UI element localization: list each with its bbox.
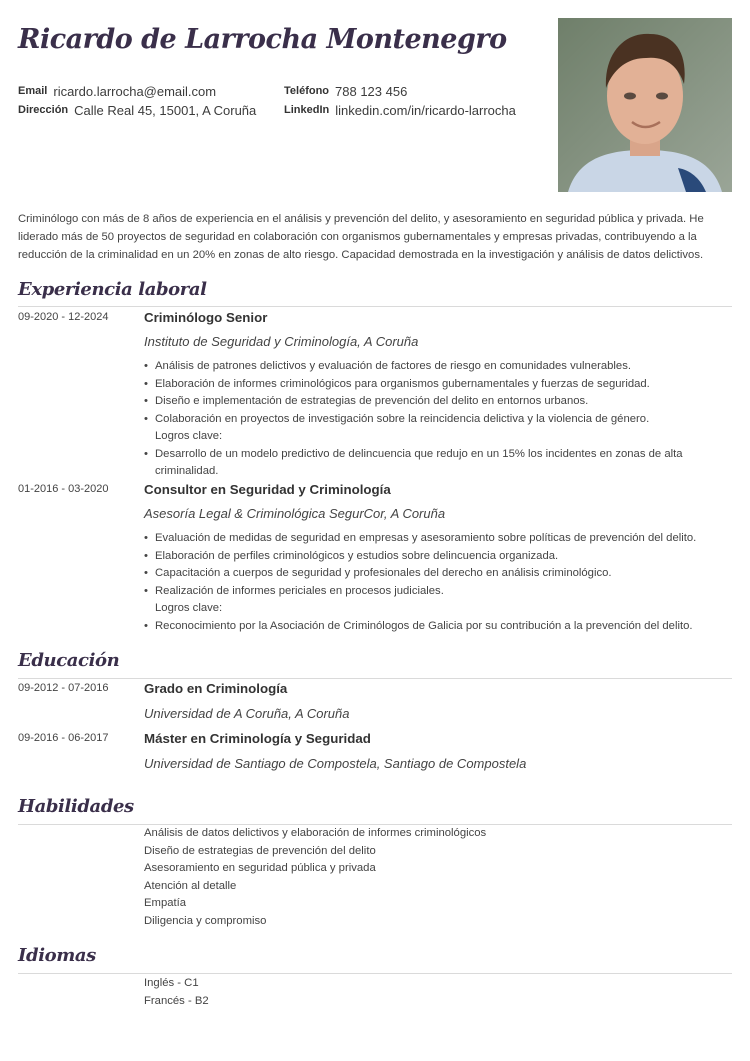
address-row bbox=[18, 101, 256, 120]
job-dates: 09-2020 - 12-2024 bbox=[18, 311, 109, 323]
education-heading: Educación bbox=[18, 650, 120, 671]
list-item: • Análisis de patrones delictivos y evaluación de factores de riesgo en comunidades vulnerables. bbox=[144, 358, 724, 376]
education-dates: 09-2016 - 06-2017 bbox=[18, 732, 109, 744]
experience-heading: Experiencia laboral bbox=[18, 279, 207, 300]
job-responsibilities bbox=[144, 358, 724, 481]
institution: Universidad de A Coruña, A Coruña bbox=[144, 706, 350, 721]
phone-value: 788 123 456 bbox=[335, 84, 408, 99]
email-row bbox=[18, 82, 256, 101]
list-item: • Elaboración de perfiles criminológicos y estudios sobre delincuencia organizada. bbox=[144, 548, 724, 566]
institution: Universidad de Santiago de Compostela, Santiago de Compostela bbox=[144, 756, 527, 771]
phone-row bbox=[284, 82, 516, 101]
education-divider bbox=[18, 678, 732, 679]
list-item: • Elaboración de informes criminológicos para organismos gubernamentales y fuerzas de seguridad. bbox=[144, 376, 724, 394]
list-item: • Realización de informes periciales en procesos judiciales. bbox=[144, 583, 724, 601]
languages-heading: Idiomas bbox=[18, 945, 96, 966]
list-item: Inglés - C1 bbox=[144, 977, 199, 989]
job-organization: Instituto de Seguridad y Criminología, A Coruña bbox=[144, 334, 419, 349]
languages-divider bbox=[18, 973, 732, 974]
degree-title: Grado en Criminología bbox=[144, 681, 288, 696]
profile-photo bbox=[558, 18, 732, 192]
list-item: Francés - B2 bbox=[144, 994, 209, 1007]
list-item: • Colaboración en proyectos de investigación sobre la reincidencia delictiva y la violencia de género. bbox=[144, 411, 724, 429]
contact-right bbox=[284, 82, 516, 120]
linkedin-row bbox=[284, 101, 516, 120]
list-item: Logros clave: bbox=[155, 430, 223, 442]
linkedin-value[interactable]: linkedin.com/in/ricardo-larrocha bbox=[335, 103, 516, 118]
list-item: Atención al detalle bbox=[144, 879, 237, 892]
list-item: • Capacitación a cuerpos de seguridad y profesionales del derecho en análisis criminológico. bbox=[144, 565, 724, 583]
contact-left bbox=[18, 82, 256, 120]
list-item: • Evaluación de medidas de seguridad en empresas y asesoramiento sobre políticas de prevención del delito. bbox=[144, 530, 724, 548]
skills-heading: Habilidades bbox=[18, 796, 134, 817]
list-item: Empatía bbox=[144, 897, 187, 909]
experience-divider bbox=[18, 306, 732, 307]
list-item: • Diseño e implementación de estrategias de prevención del delito en entornos urbanos. bbox=[144, 393, 724, 411]
phone-label: Teléfono bbox=[284, 85, 330, 97]
profile-summary: Criminólogo con más de 8 años de experiencia en el análisis y prevención del delito, y asesoramiento en seguridad pública y privada. He liderado más de 50 proyectos de seguridad en colaboración con organismos gubernamentales y empresas privadas, contribuyendo a la reducción de la criminalidad en un 20% en zonas de alto riesgo. Capacidad demostrada en la investigación y análisis de datos delictivos. bbox=[18, 213, 704, 261]
list-item: Diseño de estrategias de prevención del delito bbox=[144, 844, 376, 857]
job-dates: 01-2016 - 03-2020 bbox=[18, 483, 109, 495]
languages-list bbox=[144, 975, 209, 1010]
list-item: Logros clave: bbox=[155, 602, 223, 614]
list-item: • Reconocimiento por la Asociación de Criminólogos de Galicia por su contribución a la prevención del delito. bbox=[144, 618, 724, 636]
address-value: Calle Real 45, 15001, A Coruña bbox=[74, 103, 257, 118]
address-label: Dirección bbox=[18, 104, 69, 116]
degree-title: Máster en Criminología y Seguridad bbox=[144, 731, 371, 746]
list-item: • Desarrollo de un modelo predictivo de delincuencia que redujo en un 15% los incidentes en zonas de alta criminalidad. bbox=[144, 446, 724, 481]
job-title: Consultor en Seguridad y Criminología bbox=[144, 482, 391, 497]
education-dates: 09-2012 - 07-2016 bbox=[18, 682, 109, 694]
skills-list bbox=[144, 825, 486, 930]
job-organization: Asesoría Legal & Criminológica SegurCor, A Coruña bbox=[144, 506, 446, 521]
list-item: Diligencia y compromiso bbox=[144, 914, 267, 927]
email-label: Email bbox=[18, 85, 48, 97]
list-item: Análisis de datos delictivos y elaboración de informes criminológicos bbox=[144, 827, 487, 839]
list-item: Asesoramiento en seguridad pública y privada bbox=[144, 862, 376, 874]
email-value[interactable]: ricardo.larrocha@email.com bbox=[53, 84, 217, 99]
linkedin-label: LinkedIn bbox=[284, 104, 330, 116]
candidate-name: Ricardo de Larrocha Montenegro bbox=[18, 24, 507, 55]
job-title: Criminólogo Senior bbox=[144, 310, 268, 325]
job-responsibilities bbox=[144, 530, 724, 635]
